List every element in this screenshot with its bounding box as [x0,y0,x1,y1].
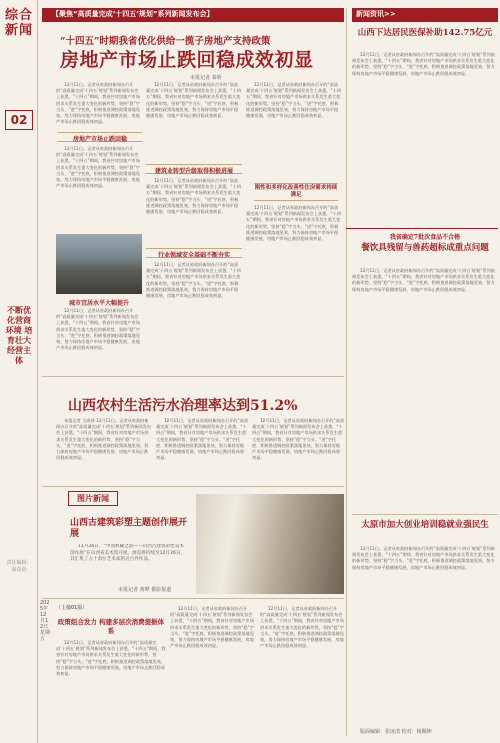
subhead-2: 建筑业转型升级取得积极进展 [154,168,233,175]
lead-body-col1b: 12月11日，记者从省政府新闻办召开的“高质量完成‘十四五’规划”系列新闻发布会上获悉，“十四五”期间，我省针对房地产市场供求关系发生重大变化的新形势，坚持“稳”字当头、“进”字托底，积极推进调控政策落地见效，努力保持房地产市场平稳健康发展，房地产市场止跌回稳成效初显。 [56,146,140,189]
page-number: 02 [5,110,33,130]
divider [42,598,344,599]
subhead-3: 行业领域安全基础不断夯实 [157,252,230,259]
right-item1-body: 12月11日，记者从省政府新闻办召开的“高质量完成‘十四五’规划”系列新闻发布会上获悉，“十四五”期间，我省针对房地产市场供求关系发生重大变化的新形势，坚持“稳”字当头、“进”字托底，积极推进调控政策落地见效，努力保持房地产市场平稳健康发展，房地产市场止跌回稳成效初显。 [352,52,495,76]
bottom-body-col2: 12月11日，记者从省政府新闻办召开的“高质量完成‘十四五’规划”系列新闻发布会上获悉，“十四五”期间，我省针对房地产市场供求关系发生重大变化的新形势，坚持“稳”字当头、“进”字托底，积极推进调控政策落地见效，努力保持房地产市场平稳健康发展，房地产市场止跌回稳成效初显。 [170,606,254,649]
lead-overline: “十四五”时期我省优化供给一揽子房地产支持政策 [60,36,271,47]
lead-byline: 本报记者 秦昕 [190,75,222,81]
picture-news-tag: 图片新闻 [68,491,118,506]
bottom-body-col1: 12月11日，记者从省政府新闻办召开的“高质量完成‘十四五’规划”系列新闻发布会上获悉，“十四五”期间，我省针对房地产市场供求关系发生重大变化的新形势，坚持“稳”字当头、“进”字托底，积极推进调控政策落地见效，努力保持房地产市场平稳健康发展，房地产市场止跌回稳成效初显。 [56,640,166,677]
picture-news-credit: 本报记者 黄晔 摄影报道 [118,587,172,593]
right-item2-overline: 我省确定7批次食品不合格 [389,234,461,241]
bottom-body-col3: 12月11日，记者从省政府新闻办召开的“高质量完成‘十四五’规划”系列新闻发布会上获悉，“十四五”期间，我省针对房地产市场供求关系发生重大变化的新形势，坚持“稳”字当头、“进”字托底，积极推进调控政策落地见效，努力保持房地产市场平稳健康发展，房地产市场止跌回稳成效初显。 [260,606,344,649]
rural-body-col3: 12月11日，记者从省政府新闻办召开的“高质量完成‘十四五’规划”系列新闻发布会上获悉，“十四五”期间，我省针对房地产市场供求关系发生重大变化的新形势，坚持“稳”字当头、“进”字托底，积极推进调控政策落地见效，努力保持房地产市场平稳健康发展，房地产市场止跌回稳成效初显。 [252,418,344,461]
subhead-4: 刚性和多样化改善性住房需求持续满足 [254,185,338,198]
lead-body-col2b: 12月11日，记者从省政府新闻办召开的“高质量完成‘十四五’规划”系列新闻发布会上获悉，“十四五”期间，我省针对房地产市场供求关系发生重大变化的新形势，坚持“稳”字当头、“进”字托底，积极推进调控政策落地见效，努力保持房地产市场平稳健康发展，房地产市场止跌回稳成效初显。 [146,178,241,215]
issue-date: 2025年12月12日 星期五 [40,600,51,642]
subhead-1: 房地产市场止跌回稳 [72,136,127,143]
vertical-slogan: 不断优化营商环境 培育壮大经营主体 [5,305,33,365]
continued-tag: （上接01版） [56,605,88,611]
lead-body-col1: 12月11日，记者从省政府新闻办召开的“高质量完成‘十四五’规划”系列新闻发布会上获悉，“十四五”期间，我省针对房地产市场供求关系发生重大变化的新形势，坚持“稳”字当头、“进”字托底，积极推进调控政策落地见效，努力保持房地产市场平稳健康发展，房地产市场止跌回稳成效初显。 [56,82,140,125]
photo-caption: 城市宜居水平大幅提升 [68,300,129,307]
lead-headline: 房地产市场止跌回稳成效初显 [60,49,314,71]
right-item3-title: 太原市加大创业培训稳就业强民生 [361,520,489,530]
bottom-headline: 政策组合发力 构建多层次消费提振体系 [57,618,165,635]
rural-body-col2: 12月11日，记者从省政府新闻办召开的“高质量完成‘十四五’规划”系列新闻发布会上获悉，“十四五”期间，我省针对房地产市场供求关系发生重大变化的新形势，坚持“稳”字当头、“进”字托底，积极推进调控政策落地见效，努力保持房地产市场平稳健康发展，房地产市场止跌回稳成效初显。 [156,418,248,461]
rural-body-col1: 本报记者 王成林 12月11日，记者从省政府新闻办召开的“高质量完成‘十四五’规划”系列新闻发布会上获悉，“十四五”期间，我省针对房地产市场供求关系发生重大变化的新形势，坚持“稳”字当头、“进”字托底，积极推进调控政策落地见效，努力保持房地产市场平稳健康发展，房地产市场止跌回稳成效初显。 [56,418,151,461]
lead-body-col1c: 12月11日，记者从省政府新闻办召开的“高质量完成‘十四五’规划”系列新闻发布会上获悉，“十四五”期间，我省针对房地产市场供求关系发生重大变化的新形势，坚持“稳”字当头、“进”字托底，积极推进调控政策落地见效，努力保持房地产市场平稳健康发展，房地产市场止跌回稳成效初显。 [56,308,140,351]
right-divider [346,228,498,229]
sidebar-editors: 责任编辑：温蓓蓓 [6,560,32,573]
right-item3-body: 12月11日，记者从省政府新闻办召开的“高质量完成‘十四五’规划”系列新闻发布会上获悉，“十四五”期间，我省针对房地产市场供求关系发生重大变化的新形势，坚持“稳”字当头、“进”字托底，积极推进调控政策落地见效，努力保持房地产市场平稳健康发展，房地产市场止跌回稳成效初显。 [352,546,495,570]
right-item1-title: 山西下达居民医保补助142.75亿元 [357,28,493,38]
divider [42,376,344,377]
gallery-photo [196,494,344,594]
lead-body-col2: 12月11日，记者从省政府新闻办召开的“高质量完成‘十四五’规划”系列新闻发布会上获悉，“十四五”期间，我省针对房地产市场供求关系发生重大变化的新形势，坚持“稳”字当头、“进”字托底，积极推进调控政策落地见效，努力保持房地产市场平稳健康发展，房地产市场止跌回稳成效初显。 [146,82,241,119]
lead-body-col2c: 12月11日，记者从省政府新闻办召开的“高质量完成‘十四五’规划”系列新闻发布会上获悉，“十四五”期间，我省针对房地产市场供求关系发生重大变化的新形势，坚持“稳”字当头、“进”字托底，积极推进调控政策落地见效，努力保持房地产市场平稳健康发展，房地产市场止跌回稳成效初显。 [146,262,241,299]
series-tag: 【聚焦“高质量完成‘十四五’规划”系列新闻发布会】 [52,10,214,18]
right-header: 新闻资讯>> [356,10,396,18]
city-photo [56,234,142,294]
right-item2-body: 12月11日，记者从省政府新闻办召开的“高质量完成‘十四五’规划”系列新闻发布会上获悉，“十四五”期间，我省针对房地产市场供求关系发生重大变化的新形势，坚持“稳”字当头、“进”字托底，积极推进调控政策落地见效，努力保持房地产市场平稳健康发展，房地产市场止跌回稳成效初显。 [352,268,495,292]
right-item2-title: 餐饮具残留与兽药超标成重点问题 [361,243,489,253]
picture-news-body: 11月26日，“中国典藏之韵——山西古建筑彩塑美术创作展”在山西省美术馆开展。展览将持续至12月26日，其汇集了五十余位艺术家的近百件作品。 [70,544,186,563]
lead-body-col3: 12月11日，记者从省政府新闻办召开的“高质量完成‘十四五’规划”系列新闻发布会上获悉，“十四五”期间，我省针对房地产市场供求关系发生重大变化的新形势，坚持“稳”字当头、“进”字托底，积极推进调控政策落地见效，努力保持房地产市场平稳健康发展，房地产市场止跌回稳成效初显。 [246,82,341,119]
divider [352,514,498,515]
divider [42,486,344,487]
lead-body-col3b: 12月11日，记者从省政府新闻办召开的“高质量完成‘十四五’规划”系列新闻发布会上获悉，“十四五”期间，我省针对房地产市场供求关系发生重大变化的新形势，坚持“稳”字当头、“进”字托底，积极推进调控政策落地见效，努力保持房地产市场平稳健康发展，房地产市场止跌回稳成效初显。 [246,205,341,242]
bottom-editors: 版面编辑：张冰清 校对：杨顺坤 [360,729,432,735]
section-title: 综合新闻 [4,8,33,38]
rural-headline: 山西农村生活污水治理率达到51.2% [68,398,298,414]
column-divider [346,8,347,736]
picture-news-title: 山西古建筑彩塑主题创作展开展 [70,518,188,539]
